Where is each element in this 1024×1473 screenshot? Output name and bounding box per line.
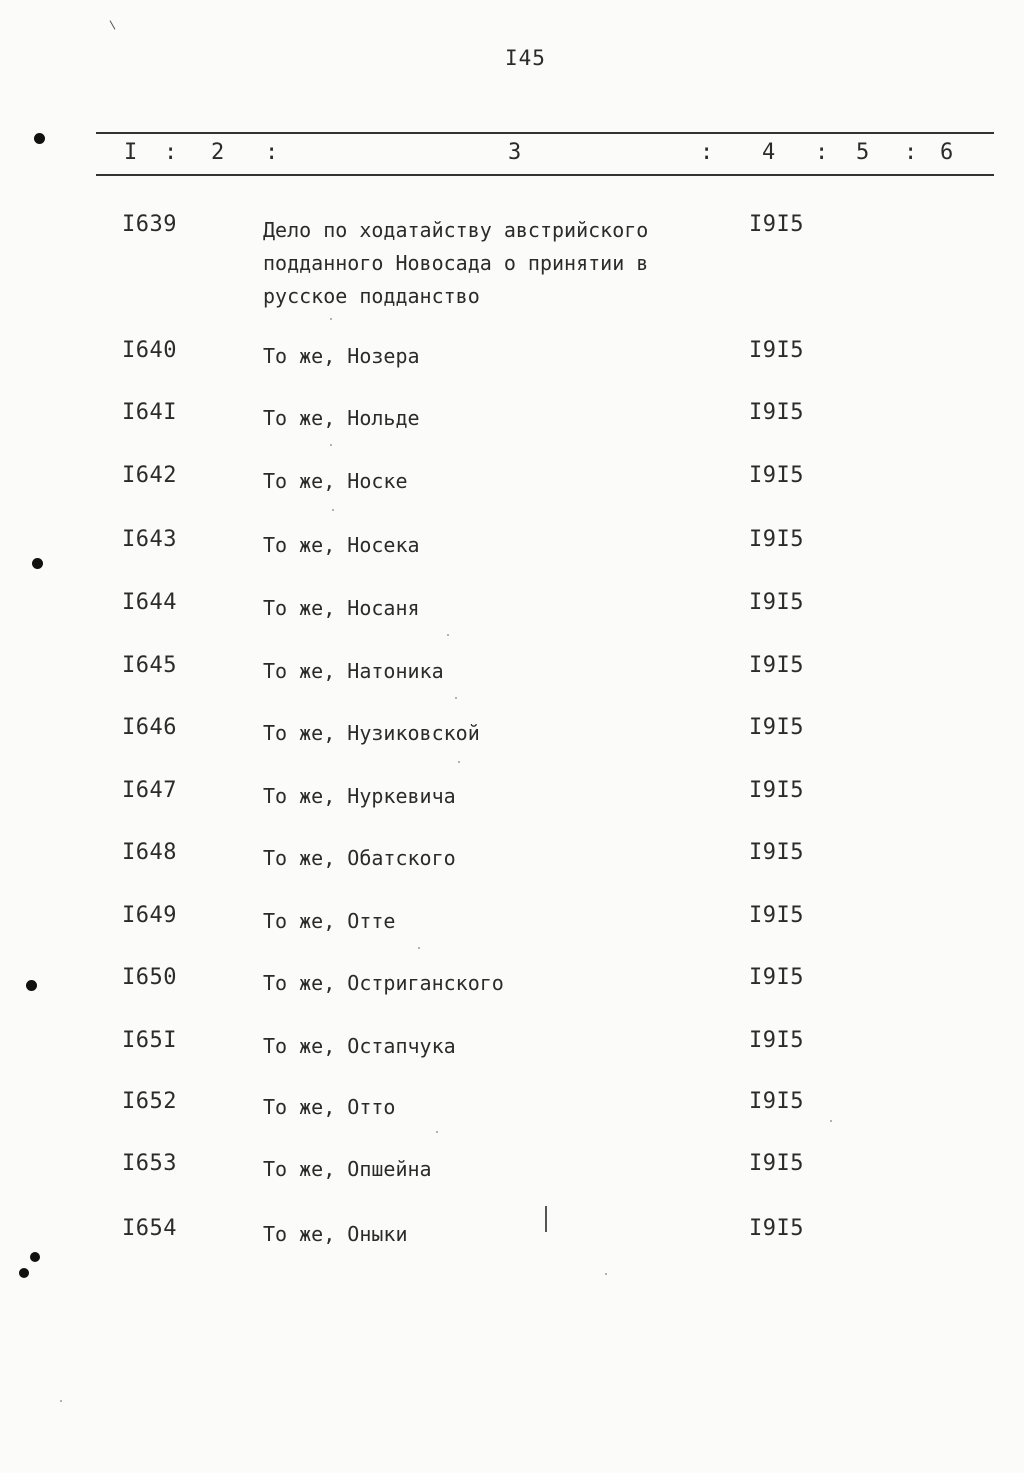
scan-speck <box>330 318 332 320</box>
file-title: То же, Нольде <box>263 406 420 430</box>
column-header-2: 2 <box>211 140 225 165</box>
file-title: То же, Обатского <box>263 846 456 870</box>
file-title: То же, Носке <box>263 469 408 493</box>
file-number: I648 <box>122 840 177 865</box>
column-header-1: I <box>124 140 138 165</box>
file-year: I9I5 <box>749 338 804 363</box>
punch-hole-mark <box>34 133 45 144</box>
page-number: I45 <box>505 46 546 70</box>
scan-speck <box>330 444 332 446</box>
file-title: То же, Остапчука <box>263 1034 456 1058</box>
scan-speck <box>436 1131 438 1133</box>
column-header-6: 6 <box>940 140 954 165</box>
file-number: I653 <box>122 1151 177 1176</box>
column-separator: : <box>815 140 829 165</box>
file-title: То же, Носаня <box>263 596 420 620</box>
file-title: То же, Нозера <box>263 344 420 368</box>
file-title: То же, Натоника <box>263 659 444 683</box>
header-rule-top <box>96 132 994 134</box>
punch-hole-mark <box>32 558 43 569</box>
scan-mark <box>110 20 116 29</box>
table-header <box>0 140 1024 170</box>
file-year: I9I5 <box>749 903 804 928</box>
scan-speck <box>455 697 457 699</box>
column-separator: : <box>904 140 918 165</box>
file-number: I64I <box>122 400 177 425</box>
scan-speck <box>605 1273 607 1275</box>
file-year: I9I5 <box>749 965 804 990</box>
file-number: I639 <box>122 212 177 237</box>
file-year: I9I5 <box>749 400 804 425</box>
file-year: I9I5 <box>749 463 804 488</box>
file-number: I649 <box>122 903 177 928</box>
scan-mark <box>545 1206 547 1232</box>
column-header-5: 5 <box>856 140 870 165</box>
scan-speck <box>830 1120 832 1122</box>
scan-speck <box>60 1400 62 1402</box>
file-title-line: русское подданство <box>263 284 480 308</box>
column-header-3: 3 <box>508 140 522 165</box>
column-separator: : <box>700 140 714 165</box>
scan-speck <box>447 634 449 636</box>
file-number: I642 <box>122 463 177 488</box>
scan-speck <box>458 761 460 763</box>
file-title: То же, Нуркевича <box>263 784 456 808</box>
file-title <box>263 214 723 313</box>
file-title: То же, Отто <box>263 1095 396 1119</box>
file-year: I9I5 <box>749 527 804 552</box>
file-year: I9I5 <box>749 653 804 678</box>
file-year: I9I5 <box>749 1151 804 1176</box>
file-year: I9I5 <box>749 840 804 865</box>
file-title: То же, Оныки <box>263 1222 408 1246</box>
file-title-line: Дело по ходатайству австрийского <box>263 218 649 242</box>
file-title: То же, Носека <box>263 533 420 557</box>
column-separator: : <box>265 140 279 165</box>
file-number: I643 <box>122 527 177 552</box>
file-number: I647 <box>122 778 177 803</box>
file-title: То же, Отте <box>263 909 396 933</box>
file-year: I9I5 <box>749 715 804 740</box>
file-year: I9I5 <box>749 778 804 803</box>
file-title-line: подданного Новосада о принятии в <box>263 251 649 275</box>
column-separator: : <box>164 140 178 165</box>
file-title: То же, Остриганского <box>263 971 504 995</box>
scan-speck <box>332 509 334 511</box>
file-number: I640 <box>122 338 177 363</box>
file-number: I646 <box>122 715 177 740</box>
punch-hole-mark <box>19 1268 29 1278</box>
file-number: I65I <box>122 1028 177 1053</box>
punch-hole-mark <box>30 1252 40 1262</box>
file-year: I9I5 <box>749 212 804 237</box>
column-header-4: 4 <box>762 140 776 165</box>
file-title: То же, Нузиковской <box>263 721 480 745</box>
file-number: I652 <box>122 1089 177 1114</box>
file-year: I9I5 <box>749 590 804 615</box>
file-year: I9I5 <box>749 1028 804 1053</box>
file-number: I645 <box>122 653 177 678</box>
file-year: I9I5 <box>749 1089 804 1114</box>
file-year: I9I5 <box>749 1216 804 1241</box>
scan-speck <box>418 947 420 949</box>
file-title: То же, Опшейна <box>263 1157 432 1181</box>
header-rule-bottom <box>96 174 994 176</box>
punch-hole-mark <box>26 980 37 991</box>
file-number: I654 <box>122 1216 177 1241</box>
file-number: I650 <box>122 965 177 990</box>
file-number: I644 <box>122 590 177 615</box>
